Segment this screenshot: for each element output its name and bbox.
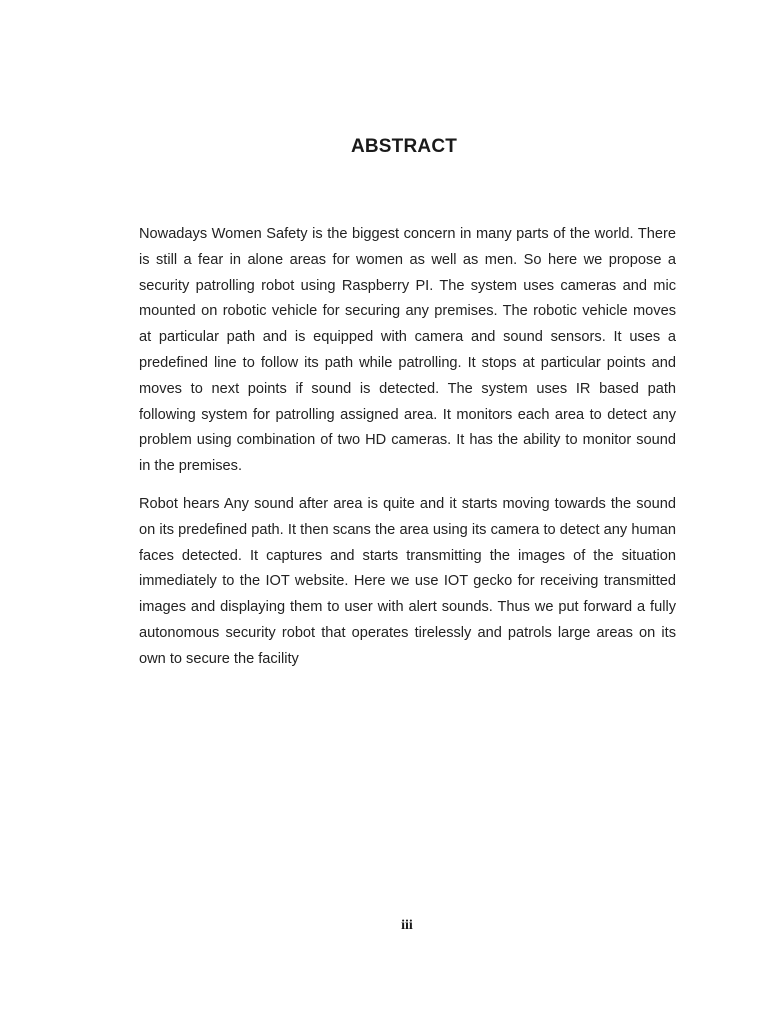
abstract-paragraph-1: Nowadays Women Safety is the biggest concern in many parts of the world. There is still a fear in alone areas for women as well as men. So here we propose a security patrolling robot using Raspberry PI. The system uses cameras and mic mounted on robotic vehicle for securing any premises. The robotic vehicle moves at particular path and is equipped with camera and sound sensors. It uses a predefined line to follow its path while patrolling. It stops at particular points and moves to next points if sound is detected. The system uses IR based path following system for patrolling assigned area. It monitors each area to detect any problem using combination of two HD cameras. It has the ability to monitor sound in the premises. — [139, 226, 676, 475]
abstract-body — [139, 222, 676, 685]
page-title: ABSTRACT — [350, 136, 458, 157]
page-number: iii — [401, 918, 413, 933]
abstract-paragraph-2: Robot hears Any sound after area is quite and it starts moving towards the sound on its predefined path. It then scans the area using its camera to detect any human faces detected. It captures and starts transmitting the images of the situation immediately to the IOT website. Here we use IOT gecko for receiving transmitted images and displaying them to user with alert sounds. Thus we put forward a fully autonomous security robot that operates tirelessly and patrols large areas on its own to secure the facility — [139, 495, 676, 667]
